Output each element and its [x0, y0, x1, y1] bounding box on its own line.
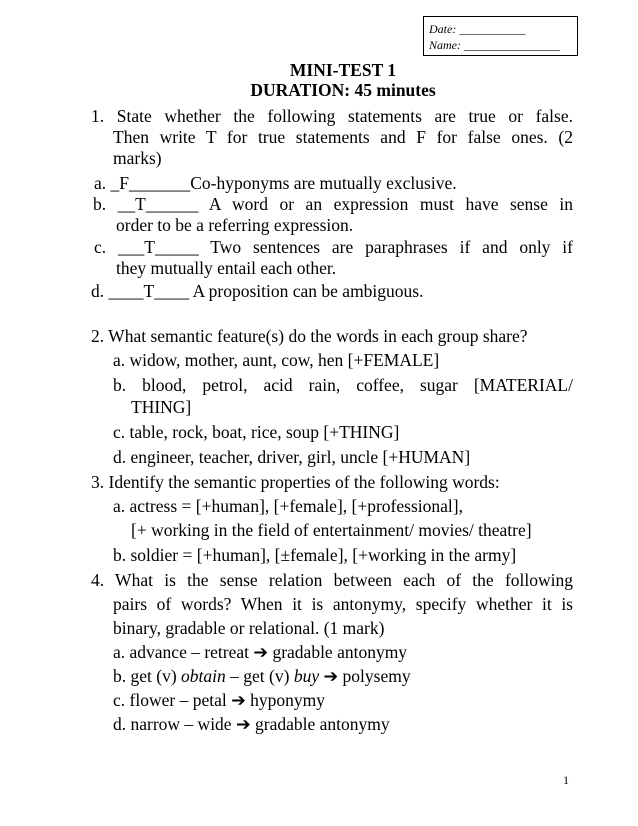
q2-item-c: c. table, rock, boat, rice, soup [+THING] — [113, 422, 400, 442]
arrow-right-icon: ➔ — [253, 642, 269, 662]
arrow-right-icon: ➔ — [319, 666, 339, 686]
q4-item-b-word-2: buy — [293, 666, 320, 686]
q4-item-a — [113, 642, 407, 663]
q1-item-c-line-1: c. ___T_____ Two sentences are paraphrases if and only if — [94, 237, 573, 257]
q1-prompt-line-1: 1. State whether the following statements are true or false. — [91, 106, 573, 126]
q4-item-d-pair: d. narrow – wide — [113, 714, 236, 734]
test-duration: DURATION: 45 minutes — [250, 80, 436, 100]
q4-item-c — [113, 690, 325, 711]
q4-prompt-line-1: 4. What is the sense relation between each of the following — [91, 570, 573, 590]
q1-prompt-line-3: marks) — [113, 148, 162, 168]
q3-item-a-line-2: [+ working in the field of entertainment/ movies/ theatre] — [131, 520, 532, 540]
q3-item-a-line-1: a. actress = [+human], [+female], [+professional], — [113, 496, 463, 516]
q4-item-c-pair: c. flower – petal — [113, 690, 232, 710]
q4-item-b-answer: polysemy — [338, 666, 411, 686]
q4-item-b — [113, 666, 411, 687]
q4-item-b-mid: – get (v) — [225, 666, 294, 686]
q3-item-b: b. soldier = [+human], [±female], [+working in the army] — [113, 545, 517, 565]
q1-item-b-line-2: order to be a referring expression. — [116, 215, 354, 235]
q3-prompt: 3. Identify the semantic properties of the following words: — [91, 472, 500, 492]
q1-prompt-line-2: Then write T for true statements and F for false ones. (2 — [113, 127, 573, 147]
arrow-right-icon: ➔ — [235, 714, 251, 734]
q4-item-b-pre: b. get (v) — [113, 666, 182, 686]
q1-item-a: a. _F_______Co-hyponyms are mutually exclusive. — [94, 173, 457, 193]
page-number: 1 — [563, 773, 569, 787]
q2-item-b-line-2: THING] — [131, 397, 192, 417]
q4-prompt-line-2: pairs of words? When it is antonymy, specify whether it is — [113, 594, 573, 614]
arrow-right-icon: ➔ — [231, 690, 246, 710]
q4-item-c-answer: hyponymy — [245, 690, 325, 710]
name-field: Name: ________________ — [429, 38, 560, 52]
q2-item-b-line-1: b. blood, petrol, acid rain, coffee, sugar [MATERIAL/ — [113, 375, 573, 395]
date-field: Date: ___________ — [429, 22, 526, 36]
test-title: MINI-TEST 1 — [289, 60, 397, 80]
q2-item-a: a. widow, mother, aunt, cow, hen [+FEMALE] — [113, 350, 440, 370]
q4-item-a-pair: a. advance – retreat — [113, 642, 254, 662]
q4-item-d-answer: gradable antonymy — [250, 714, 390, 734]
q4-item-a-answer: gradable antonymy — [268, 642, 408, 662]
q4-item-b-word-1: obtain — [181, 666, 226, 686]
q1-item-b-line-1: b. __T______ A word or an expression must have sense in — [93, 194, 573, 214]
q4-item-d — [113, 714, 390, 735]
date-name-box — [423, 16, 578, 56]
q2-prompt: 2. What semantic feature(s) do the words in each group share? — [91, 326, 528, 346]
q1-item-d: d. ____T____ A proposition can be ambiguous. — [91, 281, 424, 301]
q1-item-c-line-2: they mutually entail each other. — [116, 258, 337, 278]
q4-prompt-line-3: binary, gradable or relational. (1 mark) — [113, 618, 385, 638]
q2-item-d: d. engineer, teacher, driver, girl, uncle [+HUMAN] — [113, 447, 471, 467]
